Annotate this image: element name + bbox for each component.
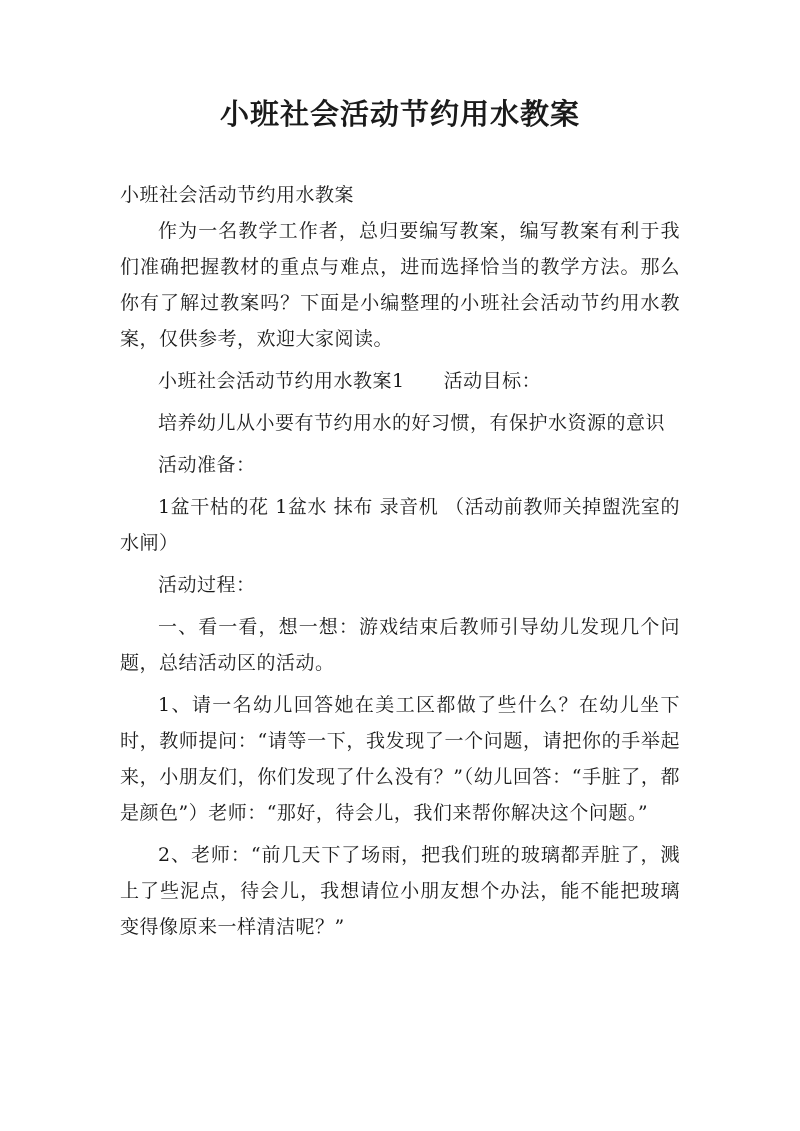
section-heading-paragraph: 小班社会活动节约用水教案1 活动目标：	[158, 370, 542, 392]
process-step-one: 一、看一看，想一想：游戏结束后教师引导幼儿发现几个问题，总结活动区的活动。	[120, 616, 680, 674]
process-step-2: 2、老师：“前几天下了场雨，把我们班的玻璃都弄脏了，溅上了些泥点，待会儿，我想请位小朋友想个办法，能不能把玻璃变得像原来一样清洁呢？”	[120, 844, 680, 938]
goal-paragraph: 培养幼儿从小要有节约用水的好习惯，有保护水资源的意识	[158, 412, 666, 434]
process-heading: 活动过程：	[158, 574, 256, 596]
preparation-paragraph: 1盆干枯的花 1盆水 抹布 录音机 （活动前教师关掉盥洗室的水闸）	[120, 496, 680, 554]
subtitle-paragraph: 小班社会活动节约用水教案	[120, 184, 355, 206]
intro-paragraph: 作为一名教学工作者，总归要编写教案，编写教案有利于我们准确把握教材的重点与难点，进而选择恰当的教学方法。那么你有了解过教案吗？下面是小编整理的小班社会活动节约用水教案，仅供参考，欢迎大家阅读。	[120, 220, 680, 350]
process-step-1: 1、请一名幼儿回答她在美工区都做了些什么？在幼儿坐下时，教师提问：“请等一下，我发现了一个问题，请把你的手举起来，小朋友们，你们发现了什么没有？”（幼儿回答：“手脏了，都是颜色”）老师：“那好，待会儿，我们来帮你解决这个问题。”	[120, 694, 680, 824]
preparation-heading: 活动准备：	[158, 454, 256, 476]
document-title: 小班社会活动节约用水教案	[219, 97, 580, 131]
